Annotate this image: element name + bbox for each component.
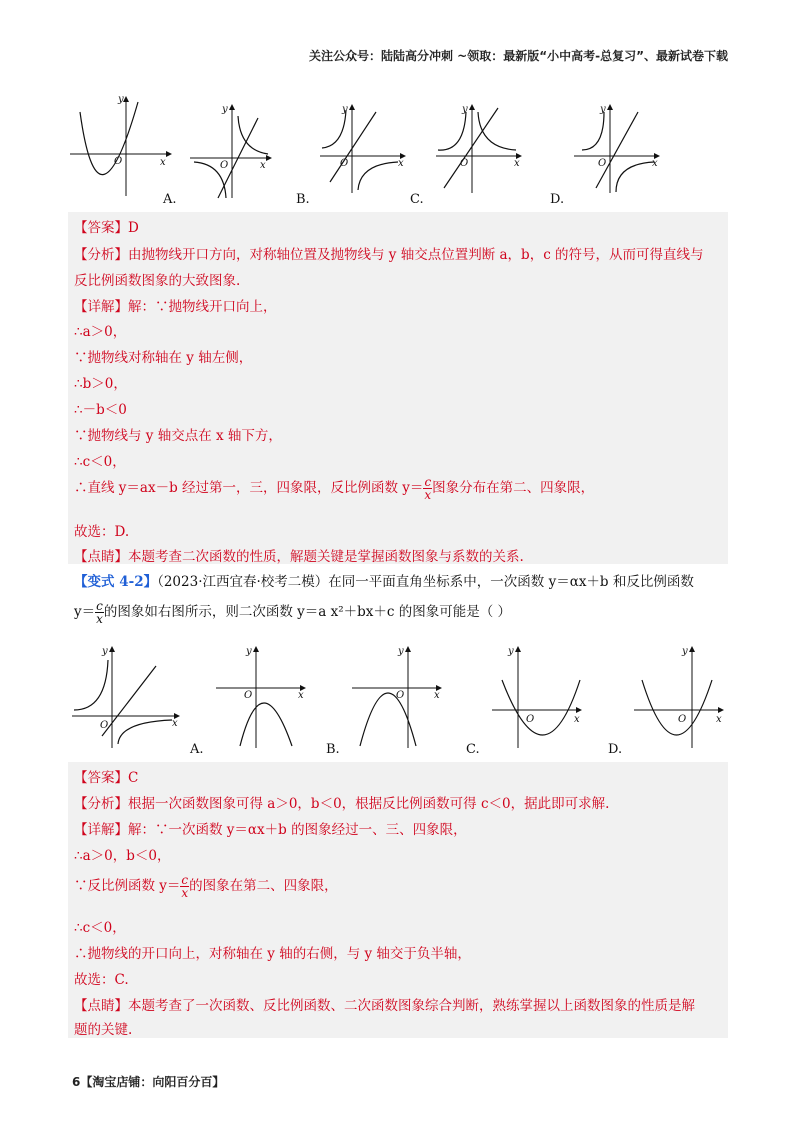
comment-2-line1: 【点睛】本题考查了一次函数、反比例函数、二次函数图象综合判断，熟练掌握以上函数图象的性质是解	[74, 998, 695, 1014]
fraction-c-over-x: $\frac{c}{x}$	[424, 475, 432, 502]
svg-text:y: y	[600, 104, 606, 115]
answer-2: 【答案】C	[74, 770, 139, 786]
comment-1: 【点睛】本题考查二次函数的性质，解题关键是掌握函数图象与系数的关系.	[74, 549, 524, 565]
q2-line2-start: y＝	[74, 604, 96, 620]
choice-2: 故选：C.	[74, 972, 129, 988]
q1-option-a[interactable]: A.	[163, 192, 177, 207]
svg-text:x: x	[260, 160, 266, 171]
q2-tag: 【变式 4-2】	[74, 574, 158, 590]
svg-text:O: O	[460, 158, 469, 169]
q1-option-d-graph	[572, 98, 664, 198]
svg-text:y: y	[222, 104, 228, 115]
svg-text:O: O	[396, 690, 405, 701]
x-axis-label: x	[160, 157, 166, 168]
q1-option-b[interactable]: B.	[296, 192, 310, 207]
q2-fraction: $\frac{c}{x}$	[96, 599, 103, 626]
q2-option-c[interactable]: C.	[466, 742, 480, 757]
svg-text:x: x	[398, 158, 404, 169]
answer-1: 【答案】D	[74, 220, 139, 236]
svg-text:y: y	[462, 104, 468, 115]
detail-1-line5: ∴－b＜0	[74, 402, 127, 418]
svg-text:x: x	[716, 714, 722, 725]
q1-option-c-graph	[434, 98, 526, 198]
page-footer: 6【淘宝店铺：向阳百分百】	[72, 1075, 225, 1089]
detail-2-line3-start: ∵反比例函数 y＝	[74, 878, 181, 894]
svg-text:O: O	[526, 714, 535, 725]
analysis-1-line2: 反比例函数图象的大致图象.	[74, 273, 241, 289]
analysis-2: 【分析】根据一次函数图象可得 a＞0，b＜0，根据反比例函数可得 c＜0，据此即可求解.	[74, 796, 610, 812]
detail-2-line1: 【详解】解：∵一次函数 y＝αx＋b 的图象经过一、三、四象限，	[74, 822, 467, 838]
q2-line2	[74, 600, 511, 625]
detail-2-line4: ∴c＜0，	[74, 920, 126, 936]
choice-1: 故选：D.	[74, 524, 130, 540]
svg-text:O: O	[220, 160, 229, 171]
detail-2-line3	[74, 874, 338, 899]
detail-1-line8	[74, 476, 594, 501]
svg-text:x: x	[298, 690, 304, 701]
svg-text:y: y	[246, 646, 252, 657]
detail-1-line3: ∵抛物线对称轴在 y 轴左侧，	[74, 350, 253, 366]
q2-option-c-graph	[488, 640, 588, 752]
detail-1-line6: ∵抛物线与 y 轴交点在 x 轴下方，	[74, 428, 282, 444]
svg-text:y: y	[102, 646, 108, 657]
detail-2-line3-end: 的图象在第二、四象限，	[189, 878, 338, 894]
q2-option-d-graph	[630, 640, 730, 752]
comment-2-line2: 题的关键.	[74, 1022, 133, 1038]
svg-text:y: y	[342, 104, 348, 115]
q2-option-b-graph	[348, 640, 448, 752]
svg-text:O: O	[678, 714, 687, 725]
svg-text:x: x	[434, 690, 440, 701]
svg-text:O: O	[340, 158, 349, 169]
q1-option-d[interactable]: D.	[550, 192, 565, 207]
svg-text:O: O	[598, 158, 607, 169]
detail-1-line8-end: 图象分布在第二、四象限，	[432, 480, 595, 496]
q2-line2-end: 的图象如右图所示，则二次函数 y＝a x²＋bx＋c 的图象可能是（ ）	[103, 604, 512, 620]
analysis-1-line1: 【分析】由抛物线开口方向，对称轴位置及抛物线与 y 轴交点位置判断 a，b，c 的符号，从而可得直线与	[74, 247, 704, 263]
svg-text:x: x	[652, 158, 658, 169]
detail-1-line1: 【详解】解：∵抛物线开口向上，	[74, 299, 277, 315]
detail-2-line2: ∴a＞0，b＜0，	[74, 848, 171, 864]
q2-given-graph	[68, 640, 186, 752]
detail-2-line5: ∴抛物线的开口向上，对称轴在 y 轴的右侧，与 y 轴交于负半轴，	[74, 946, 471, 962]
q1-option-b-graph	[318, 98, 410, 198]
svg-text:y: y	[508, 646, 514, 657]
svg-text:O: O	[100, 720, 109, 731]
q1-option-c[interactable]: C.	[410, 192, 424, 207]
q2-line1-text: （2023·江西宜春·校考二模）在同一平面直角坐标系中，一次函数 y＝αx＋b 和反比例函数	[157, 574, 694, 590]
svg-text:x: x	[574, 714, 580, 725]
q2-line1	[74, 570, 694, 590]
q2-option-a-graph	[212, 640, 312, 752]
svg-text:y: y	[398, 646, 404, 657]
detail-1-line2: ∴a＞0，	[74, 324, 127, 340]
svg-text:y: y	[682, 646, 688, 657]
y-axis-label: y	[118, 94, 124, 105]
svg-text:x: x	[514, 158, 520, 169]
svg-text:O: O	[244, 690, 253, 701]
q1-option-a-graph	[188, 98, 278, 203]
q2-option-b[interactable]: B.	[326, 742, 340, 757]
detail-1-line4: ∴b＞0，	[74, 376, 127, 392]
page-header: 关注公众号：陆陆高分冲刺 ~领取：最新版“小中高考-总复习”、最新试卷下载	[309, 49, 728, 63]
answer-box-1	[68, 212, 728, 564]
q1-parabola-graph	[68, 92, 178, 202]
svg-text:x: x	[172, 718, 178, 729]
q2-option-d[interactable]: D.	[608, 742, 623, 757]
q2-option-a[interactable]: A.	[190, 742, 204, 757]
fraction-c-over-x-2: $\frac{c}{x}$	[181, 873, 189, 900]
detail-1-line8-start: ∴直线 y＝ax－b 经过第一，三，四象限，反比例函数 y＝	[74, 480, 424, 496]
detail-1-line7: ∴c＜0，	[74, 454, 126, 470]
origin-label: O	[114, 156, 123, 167]
